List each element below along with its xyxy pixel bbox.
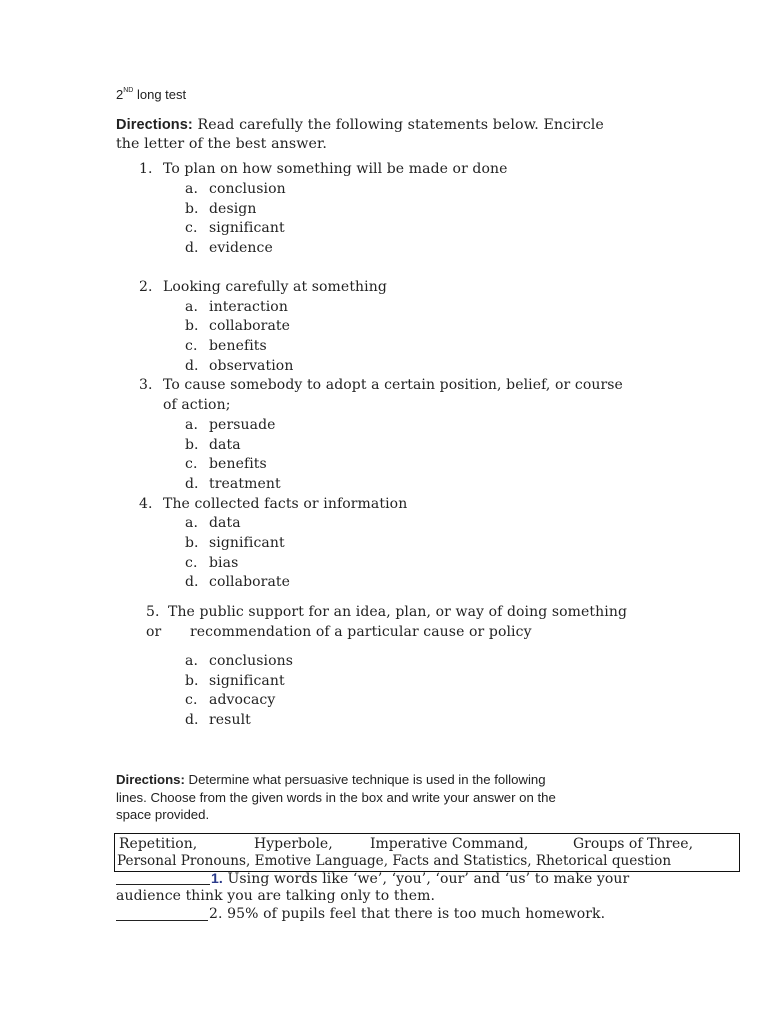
option-text: benefits: [209, 456, 267, 472]
directions-label: Directions:: [116, 117, 193, 133]
directions-label: Directions:: [116, 772, 185, 787]
option-text: collaborate: [209, 318, 291, 334]
option-text: bias: [209, 555, 239, 571]
option-text: advocacy: [209, 692, 276, 708]
option-text: result: [209, 712, 251, 728]
option-text: benefits: [209, 338, 267, 354]
option-text: significant: [209, 535, 285, 551]
page-title: 2ND long test: [116, 86, 187, 102]
option-text: persuade: [209, 417, 276, 433]
option-text: interaction: [209, 299, 288, 315]
option-text: data: [209, 515, 241, 531]
option-text: data: [209, 437, 241, 453]
option-text: significant: [209, 673, 285, 689]
option-text: design: [209, 201, 257, 217]
option-text: significant: [209, 220, 285, 236]
answer-blank[interactable]: [116, 907, 208, 921]
answer-blank[interactable]: [116, 871, 210, 885]
option-text: observation: [209, 358, 294, 374]
directions-part2: Directions: Determine what persuasive technique is used in the following lines. Choose from the given words in the box and write your answer on the space provided.: [116, 772, 556, 822]
option-text: treatment: [209, 476, 281, 492]
word-box: Repetition, Hyperbole, Imperative Command, Groups of Three, Personal Pronouns, Emotive Language, Facts and Statistics, Rhetorical question: [114, 833, 740, 872]
option-text: evidence: [209, 240, 273, 256]
option-text: conclusions: [209, 653, 294, 669]
option-text: conclusion: [209, 181, 286, 197]
option-text: collaborate: [209, 574, 291, 590]
directions-part1: Directions: Read carefully the following statements below. Encircle the letter of the best answer.: [116, 117, 604, 152]
